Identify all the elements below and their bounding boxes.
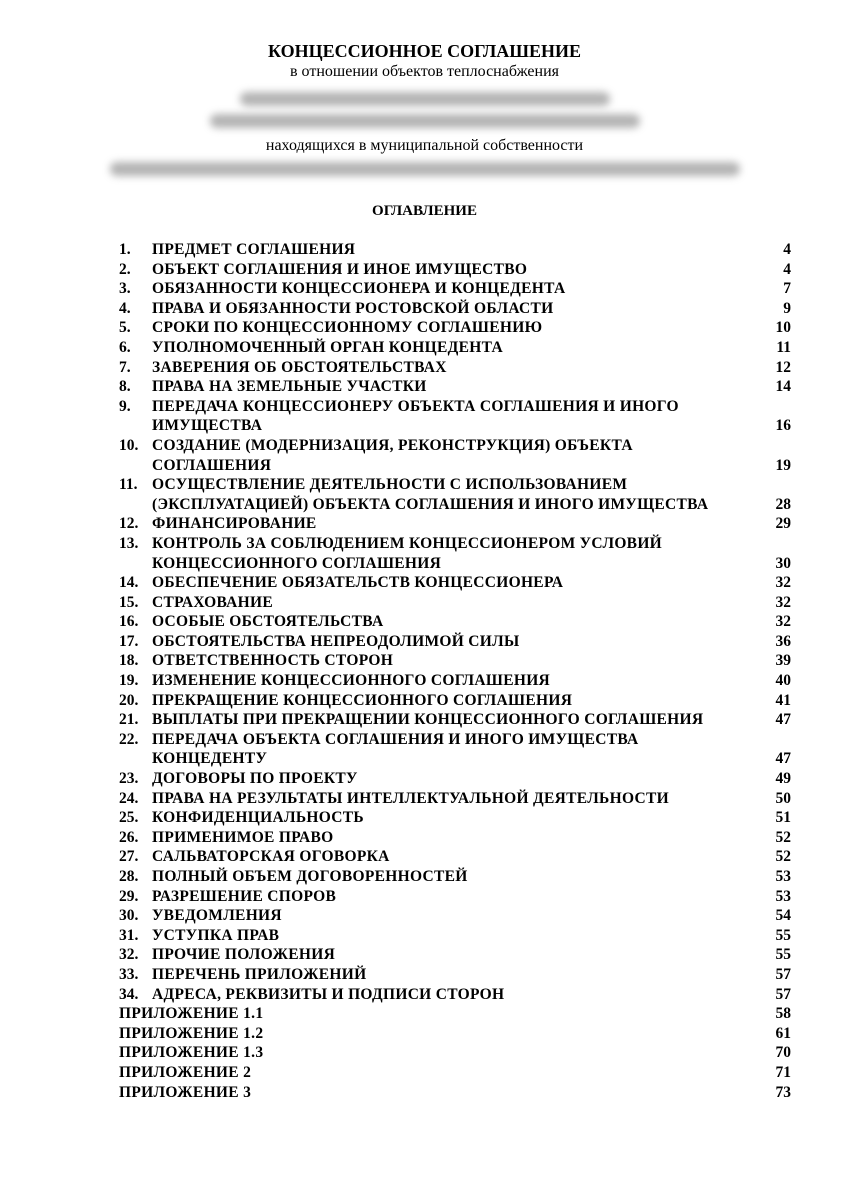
toc-entry[interactable] [119,358,791,378]
toc-entry-title: ПРИЛОЖЕНИЕ 1.2 [119,1024,264,1042]
redacted-text-line [210,114,640,128]
toc-entry-title: ПЕРЕДАЧА КОНЦЕССИОНЕРУ ОБЪЕКТА СОГЛАШЕНИЯ И ИНОГО ИМУЩЕСТВА [152,397,679,435]
toc-entry-number: 4. [119,299,131,317]
toc-entry-number: 33. [119,965,139,983]
toc-entry-page: 55 [775,946,791,964]
toc-entry-title: КОНТРОЛЬ ЗА СОБЛЮДЕНИЕМ КОНЦЕССИОНЕРОМ УСЛОВИЙ КОНЦЕССИОННОГО СОГЛАШЕНИЯ [152,534,663,572]
toc-entry-title: ПРАВА НА РЕЗУЛЬТАТЫ ИНТЕЛЛЕКТУАЛЬНОЙ ДЕЯТЕЛЬНОСТИ [152,789,669,807]
toc-entry[interactable] [119,632,791,652]
toc-heading: ОГЛАВЛЕНИЕ [372,203,477,219]
toc-entry[interactable] [119,926,791,946]
toc-entry-number: 21. [119,711,139,729]
toc-entry[interactable] [119,808,791,828]
toc-entry-title: ОБЕСПЕЧЕНИЕ ОБЯЗАТЕЛЬСТВ КОНЦЕССИОНЕРА [152,574,564,592]
toc-entry[interactable] [119,318,791,338]
toc-entry-number: 28. [119,868,139,885]
toc-entry[interactable] [119,769,791,789]
toc-entry-number: 17. [119,632,139,650]
toc-entry-page: 32 [775,613,791,631]
toc-entry-title: ПРИЛОЖЕНИЕ 1.3 [119,1044,264,1062]
toc-entry-page: 16 [775,417,791,435]
toc-entry-number: 22. [119,730,139,748]
toc-entry[interactable] [119,1024,791,1044]
toc-entry[interactable] [119,828,791,848]
toc-entry-title: ПРАВА И ОБЯЗАННОСТИ РОСТОВСКОЙ ОБЛАСТИ [152,299,554,317]
toc-entry[interactable] [119,612,791,632]
toc-entry-page: 12 [775,358,791,376]
toc-entry-title: ОСОБЫЕ ОБСТОЯТЕЛЬСТВА [152,613,384,631]
toc-entry-title: ПЕРЕДАЧА ОБЪЕКТА СОГЛАШЕНИЯ И ИНОГО ИМУЩЕСТВА КОНЦЕДЕНТУ [152,730,639,768]
toc-entry[interactable] [119,279,791,299]
toc-entry-title: РАЗРЕШЕНИЕ СПОРОВ [152,887,337,905]
toc-entry-page: 52 [775,828,791,846]
toc-entry[interactable] [119,240,791,260]
toc-entry-number: 15. [119,593,139,611]
redacted-text-line [240,92,610,106]
toc-entry[interactable] [119,1004,791,1024]
toc-entry-number: 26. [119,828,139,846]
toc-entry-title: СТРАХОВАНИЕ [152,593,273,611]
toc-entry[interactable] [119,475,791,514]
toc-entry-number: 8. [119,378,131,396]
toc-entry-page: 32 [775,593,791,611]
table-of-contents [119,240,791,1102]
toc-entry-page: 30 [775,554,791,572]
toc-entry-title: ОТВЕТСТВЕННОСТЬ СТОРОН [152,652,394,670]
toc-entry-title: УВЕДОМЛЕНИЯ [152,907,282,925]
toc-entry[interactable] [119,867,791,887]
document-subtitle: в отношении объектов теплоснабжения [290,63,559,80]
toc-entry[interactable] [119,397,791,436]
toc-entry-number: 10. [119,436,139,454]
toc-entry-page: 36 [775,632,791,650]
toc-entry-title: ИЗМЕНЕНИЕ КОНЦЕССИОННОГО СОГЛАШЕНИЯ [152,672,551,690]
toc-entry-number: 23. [119,770,139,788]
toc-entry-page: 47 [775,711,791,729]
toc-entry-number: 2. [119,260,131,278]
toc-entry-page: 10 [775,319,791,337]
toc-entry-page: 4 [783,260,791,278]
toc-entry[interactable] [119,534,791,573]
toc-entry[interactable] [119,906,791,926]
redacted-text-line [110,162,740,176]
toc-entry-page: 41 [775,691,791,709]
toc-entry-page: 32 [775,574,791,592]
toc-entry-page: 53 [775,887,791,905]
toc-entry-title: ПРОЧИЕ ПОЛОЖЕНИЯ [152,946,336,964]
document-header [0,40,849,176]
toc-entry-number: 13. [119,534,139,552]
toc-entry[interactable] [119,985,791,1005]
toc-entry-title: СРОКИ ПО КОНЦЕССИОННОМУ СОГЛАШЕНИЮ [152,319,543,337]
toc-entry-title: ПРЕДМЕТ СОГЛАШЕНИЯ [152,241,356,258]
toc-entry-title: АДРЕСА, РЕКВИЗИТЫ И ПОДПИСИ СТОРОН [152,985,505,1003]
toc-entry[interactable] [119,514,791,534]
toc-entry[interactable] [119,1063,791,1083]
toc-entry-page: 40 [775,672,791,690]
toc-entry-number: 31. [119,926,139,944]
toc-entry-title: ПЕРЕЧЕНЬ ПРИЛОЖЕНИЙ [152,965,367,983]
toc-entry-title: УПОЛНОМОЧЕННЫЙ ОРГАН КОНЦЕДЕНТА [152,338,503,356]
toc-entry[interactable] [119,1043,791,1063]
toc-entry-page: 51 [775,809,791,827]
toc-entry[interactable] [119,573,791,593]
toc-entry-title: ПОЛНЫЙ ОБЪЕМ ДОГОВОРЕННОСТЕЙ [152,868,468,885]
toc-entry-number: 5. [119,319,131,337]
toc-entry-title: ПРИЛОЖЕНИЕ 2 [119,1063,252,1081]
toc-entry-title: ВЫПЛАТЫ ПРИ ПРЕКРАЩЕНИИ КОНЦЕССИОННОГО СОГЛАШЕНИЯ [152,711,704,729]
toc-entry-number: 32. [119,946,139,964]
toc-entry-page: 19 [775,456,791,474]
toc-entry-title: ПРИЛОЖЕНИЕ 3 [119,1083,252,1101]
toc-entry-page: 11 [776,338,791,356]
toc-entry-page: 4 [783,241,791,258]
toc-entry-title: УСТУПКА ПРАВ [152,926,280,944]
document-title: КОНЦЕССИОННОЕ СОГЛАШЕНИЕ [267,41,582,61]
toc-entry-page: 61 [775,1024,791,1042]
toc-entry[interactable] [119,377,791,397]
toc-entry-title: ПРИМЕНИМОЕ ПРАВО [152,828,334,846]
toc-entry-title: ЗАВЕРЕНИЯ ОБ ОБСТОЯТЕЛЬСТВАХ [152,358,447,376]
toc-entry-number: 20. [119,691,139,709]
toc-entry-page: 57 [775,985,791,1003]
toc-entry-page: 53 [775,868,791,885]
toc-entry-number: 25. [119,809,139,827]
toc-entry-number: 1. [119,241,131,258]
toc-entry-page: 55 [775,926,791,944]
toc-entry-title: ОБСТОЯТЕЛЬСТВА НЕПРЕОДОЛИМОЙ СИЛЫ [152,632,520,650]
toc-entry-number: 12. [119,515,139,533]
toc-entry-title: КОНФИДЕНЦИАЛЬНОСТЬ [152,809,364,827]
toc-entry[interactable] [119,847,791,867]
toc-entry-title: ФИНАНСИРОВАНИЕ [152,515,317,533]
toc-entry[interactable] [119,260,791,280]
toc-entry[interactable] [119,1083,791,1103]
toc-entry-page: 7 [783,280,791,298]
toc-entry[interactable] [119,945,791,965]
toc-entry-page: 28 [775,495,791,513]
toc-entry-title: ДОГОВОРЫ ПО ПРОЕКТУ [152,770,358,788]
toc-entry-page: 54 [775,907,791,925]
toc-entry[interactable] [119,887,791,907]
toc-entry[interactable] [119,671,791,691]
toc-entry[interactable] [119,651,791,671]
toc-entry-number: 11. [119,476,138,494]
toc-entry-title: СОЗДАНИЕ (МОДЕРНИЗАЦИЯ, РЕКОНСТРУКЦИЯ) ОБЪЕКТА СОГЛАШЕНИЯ [152,436,633,474]
toc-entry[interactable] [119,691,791,711]
toc-entry-number: 18. [119,652,139,670]
toc-entry-number: 24. [119,789,139,807]
toc-entry-title: ПРАВА НА ЗЕМЕЛЬНЫЕ УЧАСТКИ [152,378,427,396]
toc-entry-number: 6. [119,338,131,356]
toc-entry-page: 57 [775,965,791,983]
toc-entry-page: 71 [775,1063,791,1081]
toc-entry[interactable] [119,730,791,769]
toc-entry-number: 19. [119,672,139,690]
toc-entry-number: 9. [119,397,131,415]
toc-entry[interactable] [119,436,791,475]
toc-entry-title: ОСУЩЕСТВЛЕНИЕ ДЕЯТЕЛЬНОСТИ С ИСПОЛЬЗОВАНИЕМ (ЭКСПЛУАТАЦИЕЙ) ОБЪЕКТА СОГЛАШЕНИЯ И ИНОГО ИМУЩЕСТВА [152,476,709,513]
toc-entry-page: 70 [775,1044,791,1062]
toc-entry-title: САЛЬВАТОРСКАЯ ОГОВОРКА [152,848,390,866]
toc-entry-page: 14 [775,378,791,396]
toc-entry[interactable] [119,710,791,730]
toc-entry-page: 29 [775,515,791,533]
toc-entry-page: 47 [775,750,791,768]
toc-entry-page: 52 [775,848,791,866]
toc-entry-title: ОБЪЕКТ СОГЛАШЕНИЯ И ИНОЕ ИМУЩЕСТВО [152,260,528,278]
toc-entry-title: ПРЕКРАЩЕНИЕ КОНЦЕССИОННОГО СОГЛАШЕНИЯ [152,691,573,709]
toc-entry-page: 58 [775,1005,791,1023]
toc-entry-page: 73 [775,1083,791,1101]
toc-entry[interactable] [119,299,791,319]
toc-entry-number: 30. [119,907,139,925]
toc-entry-page: 49 [775,770,791,788]
toc-entry[interactable] [119,593,791,613]
toc-entry-page: 39 [775,652,791,670]
toc-entry-number: 14. [119,574,139,592]
toc-entry[interactable] [119,965,791,985]
toc-entry-number: 29. [119,887,139,905]
toc-entry[interactable] [119,338,791,358]
document-subtitle-municipal: находящихся в муниципальной собственности [265,137,584,154]
toc-entry-number: 7. [119,358,131,376]
toc-entry-title: ПРИЛОЖЕНИЕ 1.1 [119,1005,264,1023]
toc-entry-number: 3. [119,280,131,298]
toc-entry-number: 16. [119,613,139,631]
toc-entry-number: 34. [119,985,139,1003]
toc-entry-page: 50 [775,789,791,807]
toc-entry[interactable] [119,789,791,809]
toc-entry-number: 27. [119,848,139,866]
toc-entry-page: 9 [783,299,791,317]
toc-entry-title: ОБЯЗАННОСТИ КОНЦЕССИОНЕРА И КОНЦЕДЕНТА [152,280,566,298]
